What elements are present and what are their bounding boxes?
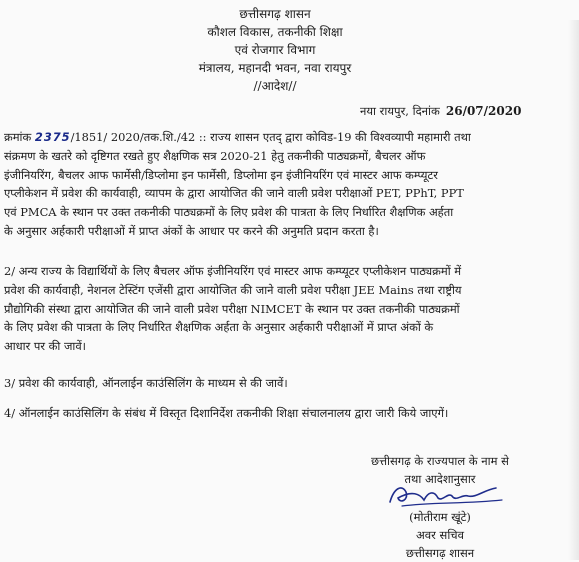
paragraph-1-line: एवं PMCA के स्थान पर उक्त तकनीकी पाठ्यक्रमों के लिए प्रवेश की पात्रता के लिए निर्धारित शैक्षणिक अर्हता [4, 205, 454, 220]
date-label: नया रायपुर, दिनांक [360, 104, 440, 118]
paragraph-3 [4, 374, 570, 393]
scan-edge-shadow [568, 20, 579, 560]
paragraph-1-line: इंजीनियरिंग, बैचलर आफ फार्मेसी/डिप्लोमा इन फार्मेसी, डिप्लोमा इन इंजीनियरिंग एवं मास्टर आफ कम्प्यूटर [4, 167, 438, 182]
paragraph-1-line: के अनुसार अर्हकारी परीक्षाओं में प्राप्त अंकों के आधार पर करने की अनुमति प्रदान करता है। [4, 223, 379, 238]
header-department-2: एवं रोजगार विभाग [234, 43, 316, 57]
signature-order-line: तथा आदेशानुसार [404, 472, 476, 486]
header-order-title: //आदेश// [253, 79, 297, 93]
paragraph-2-line: प्रवेश की कार्यवाही, नेशनल टेस्टिंग एजेंसी द्वारा आयोजित की जाने वाली प्रवेश परीक्षा JEE Mains तथा राष्ट्रीय [4, 282, 462, 297]
paragraph-3-line: 3/ प्रवेश की कार्यवाही, ऑनलाईन काउंसिलिंग के माध्यम से की जावें। [4, 376, 288, 390]
order-date [360, 104, 521, 119]
paragraph-2 [4, 262, 570, 356]
paragraph-1-line: संक्रमण के खतरे को दृष्टिगत रखते हुए शैक्षणिक सत्र 2020-21 हेतु तकनीकी पाठ्यक्रमों, बैचलर ऑफ [4, 148, 426, 163]
paragraph-2-line: के लिए प्रवेश की पात्रता के लिए निर्धारित शैक्षणिक अर्हता के अनुसार अर्हकारी परीक्षाओं में प्राप्त अंकों के [4, 320, 434, 335]
paragraph-4 [4, 404, 570, 423]
paragraph-1-line: क्रमांक 2375/1851/ 2020/तक.शि./42 :: राज्य शासन एतद् द्वारा कोविड-19 की विश्वव्यापी महामारी तथा [4, 130, 471, 144]
signatory-designation: अवर सचिव [416, 528, 464, 542]
order-ref-prefix: क्रमांक [4, 130, 32, 144]
paragraph-2-line: प्रौद्योगिकी संस्था द्वारा आयोजित की जाने वाली प्रवेश परीक्षा NIMCET के स्थान पर उक्त तकनीकी पाठ्यक्रमों [4, 301, 460, 316]
signature-authority-line: छत्तीसगढ़ के राज्यपाल के नाम से [371, 454, 509, 468]
header-government: छत्तीसगढ़ शासन [239, 7, 311, 21]
date-value: 26/07/2020 [445, 104, 522, 118]
header-address: मंत्रालय, महानदी भवन, नवा रायपुर [198, 61, 352, 75]
header-department-1: कौशल विकास, तकनीकी शिक्षा [207, 25, 343, 39]
signatory-office: छत्तीसगढ़ शासन [405, 546, 475, 560]
paragraph-1 [4, 128, 570, 241]
signatory-name: (मोतीराम खूंटे) [409, 510, 471, 524]
order-ref-suffix: /1851/ 2020/तक.शि./42 :: [70, 130, 207, 144]
paragraph-4-line: 4/ ऑनलाईन काउंसिलिंग के संबंध में विस्तृत दिशानिर्देश तकनीकी शिक्षा संचालनालय द्वारा जारी किये जाएगें। [4, 406, 449, 420]
paragraph-2-line: 2/ अन्य राज्य के विद्यार्थियों के लिए बैचलर ऑफ इंजीनियरिंग एवं मास्टर आफ कम्प्यूटर एप्लीकेशन पाठ्यक्रमों में [4, 264, 462, 278]
paragraph-2-line: आधार पर की जावें। [4, 339, 86, 354]
handwritten-signature [372, 478, 512, 512]
paragraph-1-line: एप्लीकेशन में प्रवेश की कार्यवाही, व्यापम के द्वारा आयोजित की जाने वाली प्रवेश परीक्षाओं PET, PPhT, PPT [4, 186, 464, 201]
order-ref-handwritten-number: 2375 [34, 130, 71, 144]
